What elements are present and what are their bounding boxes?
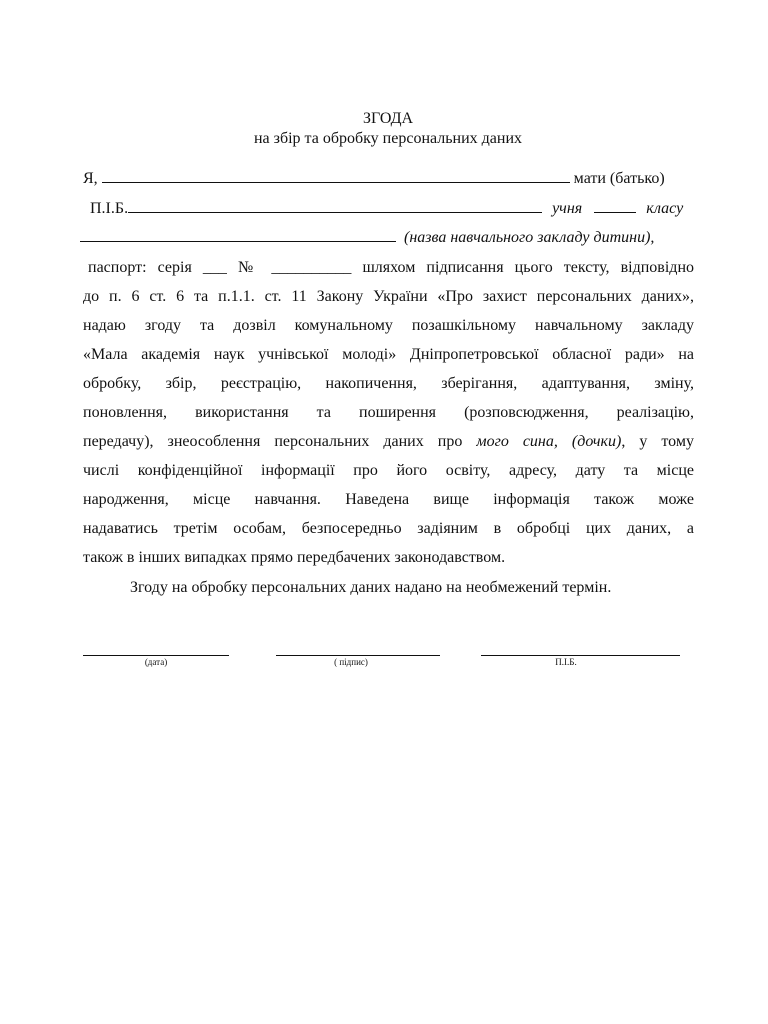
school-hint: (назва навчального закладу дитини), <box>404 229 655 246</box>
signature-line[interactable] <box>276 655 440 656</box>
signature-caption: ( підпис) <box>334 657 368 667</box>
name-caption: П.І.Б. <box>555 657 577 667</box>
parent-name-field[interactable] <box>102 168 570 183</box>
children-italic: мого сина, (дочки) <box>476 433 622 450</box>
body-line-6: поновлення, використання та поширення (розповсюдження, реалізацію, <box>83 404 694 421</box>
body-line-10: надаватись третім особам, безпосередньо задіяним в обробці цих даних, а <box>83 520 694 537</box>
document-title: ЗГОДА <box>362 110 414 127</box>
body-line-4: «Мала академія наук учнівської молоді» Дніпропетровської обласної ради» на <box>83 346 694 363</box>
parent-prefix: Я, <box>83 170 98 187</box>
name-line[interactable] <box>481 655 680 656</box>
school-name-field[interactable] <box>80 227 396 242</box>
date-caption: (дата) <box>144 657 168 667</box>
parent-name-line <box>83 168 665 189</box>
class-label: класу <box>646 200 684 217</box>
class-number-field[interactable] <box>594 198 636 213</box>
parent-suffix: мати (батько) <box>573 170 665 187</box>
body-line-3: надаю згоду та дозвіл комунальному позашкільному навчальному закладу <box>83 317 694 334</box>
body-line-8: числі конфіденційної інформації про його освіту, адресу, дату та місце <box>83 462 694 479</box>
body-line-11: також в інших випадках прямо передбачених законодавством. <box>83 549 506 566</box>
child-name-field[interactable] <box>128 198 542 213</box>
body-line-1: паспорт: серія ___ № __________ шляхом підписання цього тексту, відповідно <box>88 259 694 276</box>
pupil-label: учня <box>552 200 583 217</box>
term-paragraph: Згоду на обробку персональних даних надано на необмежений термін. <box>130 579 612 596</box>
school-line <box>80 227 654 248</box>
body-line-2: до п. 6 ст. 6 та п.1.1. ст. 11 Закону України «Про захист персональних даних», <box>83 288 694 305</box>
body-line-5: обробку, збір, реєстрацію, накопичення, зберігання, адаптування, зміну, <box>83 375 694 392</box>
child-name-label: П.І.Б. <box>90 200 129 217</box>
document-subtitle: на збір та обробку персональних даних <box>253 130 523 147</box>
child-name-line <box>90 198 683 219</box>
date-line[interactable] <box>83 655 229 656</box>
children-after: , у тому <box>621 433 695 450</box>
body-line-9: народження, місце навчання. Наведена вище інформація також може <box>83 491 694 508</box>
body-line-7 <box>83 432 694 452</box>
children-before: передачу), знеособлення персональних даних про <box>83 433 463 450</box>
